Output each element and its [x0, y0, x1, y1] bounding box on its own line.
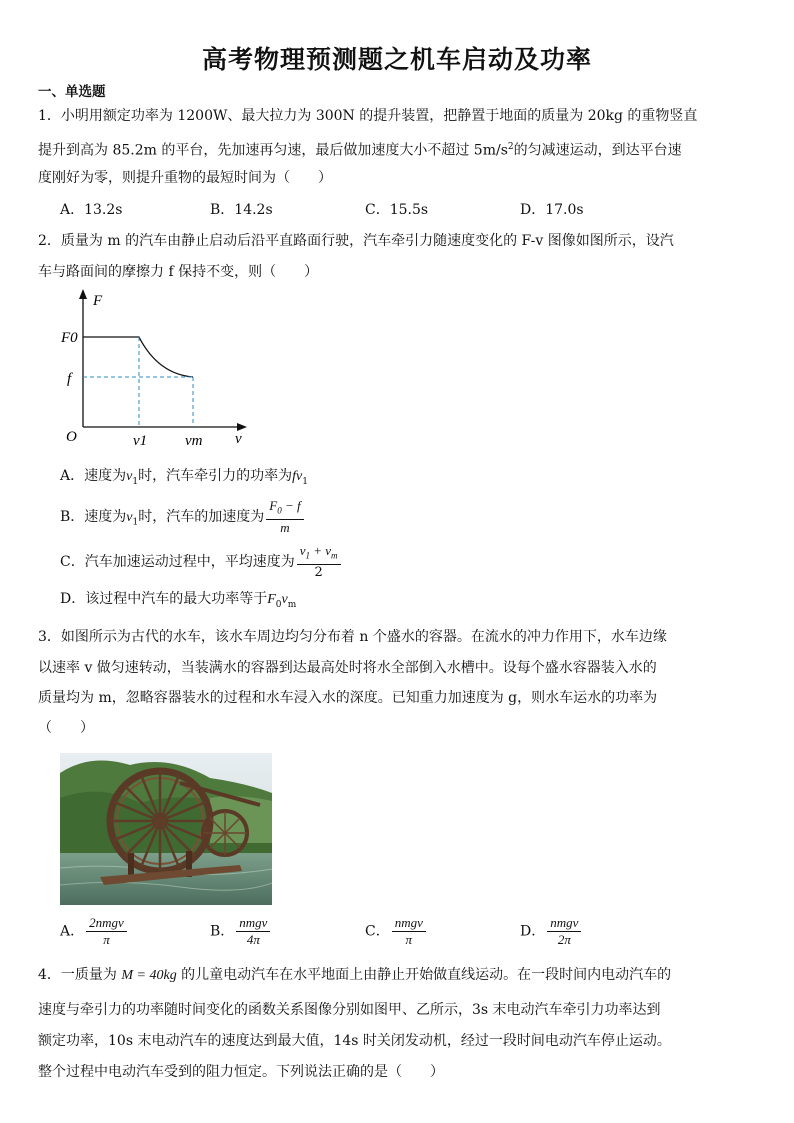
- q3-option-b-num: nmgv: [236, 915, 270, 932]
- q3-option-c-label: C．: [365, 923, 390, 940]
- q2-line-1: 2．质量为 m 的汽车由静止启动后沿平直路面行驶，汽车牵引力随速度变化的 F-v 图像如图所示，设汽: [38, 233, 674, 249]
- y-axis-arrow: [79, 289, 87, 299]
- q2-option-a[interactable]: [60, 466, 308, 492]
- q2-option-a-expr: fv: [292, 469, 303, 484]
- section-heading: 一、单选题: [38, 84, 106, 100]
- q2-f-v-graph: [55, 285, 255, 450]
- q3-line-4: （ ）: [38, 720, 94, 736]
- q2-option-c-prefix: C．汽车加速运动过程中，平均速度为: [60, 553, 295, 570]
- q2-option-b-mid: 时，汽车的加速度为: [138, 508, 265, 525]
- q2-option-b-prefix: B．速度为: [60, 508, 127, 525]
- q1-line-2-tail: 的匀减速运动，到达平台速: [513, 142, 682, 159]
- waterwheel-photo: [60, 753, 272, 905]
- tick-label-f0: F0: [61, 330, 78, 346]
- q4-line-4: 整个过程中电动汽车受到的阻力恒定。下列说法正确的是（ ）: [38, 1064, 444, 1080]
- q2-option-a-expr-sub: 1: [302, 476, 308, 487]
- q3-line-1: 3．如图所示为古代的水车，该水车周边均匀分布着 n 个盛水的容器。在流水的冲力作用下，水车边缘: [38, 629, 667, 645]
- q3-line-2: 以速率 v 做匀速转动，当装满水的容器到达最高处时将水全部倒入水槽中。设每个盛水容器装入水的: [38, 660, 657, 676]
- q1-unit-exponent: 2: [507, 142, 514, 152]
- q2-option-a-prefix: A．速度为: [60, 468, 127, 484]
- q1-line-2: [38, 137, 682, 161]
- q3-option-b-fraction: [236, 915, 270, 948]
- q4-line-1: [38, 965, 671, 986]
- q4-line-1-prefix: 4．一质量为: [38, 967, 117, 983]
- q4-line-1-tail: 的儿童电动汽车在水平地面上由静止开始做直线运动。在一段时间内电动汽车的: [181, 967, 672, 983]
- x-axis-label: v: [235, 431, 242, 447]
- q2-option-c[interactable]: [60, 543, 343, 581]
- q2-option-b-fraction: [266, 498, 303, 536]
- q2-line-2: 车与路面间的摩擦力 f 保持不变，则（ ）: [38, 264, 319, 280]
- q2-option-a-sub: 1: [132, 476, 139, 487]
- q2-option-c-den: 2: [314, 564, 323, 580]
- q2-option-d[interactable]: [60, 589, 296, 615]
- q2-option-b-num-tail: − f: [281, 498, 301, 513]
- q3-option-d-den: 2π: [557, 932, 571, 947]
- q3-option-a[interactable]: [60, 915, 129, 948]
- q3-option-a-label: A．: [60, 923, 85, 940]
- q2-option-a-var: v: [126, 469, 133, 484]
- q2-option-d-expr-tail: v: [281, 592, 288, 607]
- q2-option-c-fraction: [297, 543, 341, 581]
- q3-option-b-label: B．: [210, 923, 235, 940]
- q1-option-a[interactable]: A．13.2s: [60, 202, 123, 218]
- q2-option-d-expr-sub: 0: [275, 599, 282, 610]
- q3-option-a-fraction: [86, 915, 127, 948]
- q1-option-c[interactable]: C．15.5s: [365, 202, 429, 218]
- f-v-curve: [83, 337, 193, 377]
- q4-line-2: 速度与牵引力的功率随时间变化的函数关系图像分别如图甲、乙所示，3s 末电动汽车牵引力功率达到: [38, 1002, 661, 1018]
- q3-option-d[interactable]: [520, 915, 583, 948]
- q2-option-c-num-sub1: 1: [305, 550, 310, 561]
- q1-line-3: 度刚好为零，则提升重物的最短时间为（ ）: [38, 170, 332, 186]
- q3-option-c-fraction: [392, 915, 426, 948]
- q1-option-b[interactable]: B．14.2s: [210, 202, 273, 218]
- q3-option-d-label: D．: [520, 923, 546, 940]
- q2-option-d-expr: F: [267, 592, 276, 607]
- q3-option-c[interactable]: [365, 915, 428, 948]
- q3-option-d-num: nmgv: [547, 915, 581, 932]
- q3-option-a-num: 2nmgv: [86, 915, 127, 932]
- tick-label-v1: v1: [133, 433, 148, 449]
- q2-option-d-prefix: D．该过程中汽车的最大功率等于: [60, 591, 268, 607]
- q4-line-3: 额定功率，10s 末电动汽车的速度达到最大值，14s 时关闭发动机，经过一段时间电动汽车停止运动。: [38, 1033, 671, 1049]
- q2-option-c-num-sub2: m: [331, 550, 338, 561]
- q2-option-b[interactable]: [60, 498, 306, 536]
- waterwheel-illustration: [60, 753, 272, 905]
- tick-label-vm: vm: [185, 433, 203, 449]
- q4-mass-value: M = 40kg: [121, 968, 177, 983]
- q2-option-a-mid: 时，汽车牵引力的功率为: [138, 468, 293, 484]
- q2-option-c-plus: + v: [310, 543, 332, 558]
- q1-line-1: 1．小明用额定功率为 1200W、最大拉力为 300N 的提升装置，把静置于地面的质量为 20kg 的重物竖直: [38, 108, 698, 124]
- q3-option-c-den: π: [405, 932, 413, 947]
- q1-line-2-text: 提升到高为 85.2m 的平台，先加速再匀速，最后做加速度大小不超过 5m/s: [38, 142, 508, 159]
- q2-option-b-var: v: [126, 509, 133, 525]
- q3-line-3: 质量均为 m，忽略容器装水的过程和水车浸入水的深度。已知重力加速度为 g，则水车运水的功率为: [38, 690, 658, 706]
- x-axis-arrow: [237, 423, 247, 431]
- q2-option-b-den: m: [280, 519, 290, 535]
- page-title: 高考物理预测题之机车启动及功率: [201, 45, 592, 74]
- tick-label-f: f: [67, 371, 72, 387]
- q3-option-b[interactable]: [210, 915, 272, 948]
- q3-option-b-den: 4π: [246, 932, 260, 947]
- q2-option-b-num: F: [269, 498, 278, 513]
- q2-option-c-num: v: [299, 543, 306, 558]
- q2-option-d-expr-tail-sub: m: [287, 599, 297, 610]
- q2-option-b-num-sub: 0: [277, 505, 282, 516]
- q1-option-d[interactable]: D．17.0s: [520, 202, 584, 218]
- y-axis-label: F: [93, 293, 103, 309]
- origin-label: O: [66, 429, 77, 445]
- q3-option-d-fraction: [547, 915, 581, 948]
- q3-option-c-num: nmgv: [392, 915, 426, 932]
- q3-option-a-den: π: [103, 932, 110, 947]
- q2-option-b-sub: 1: [132, 517, 139, 528]
